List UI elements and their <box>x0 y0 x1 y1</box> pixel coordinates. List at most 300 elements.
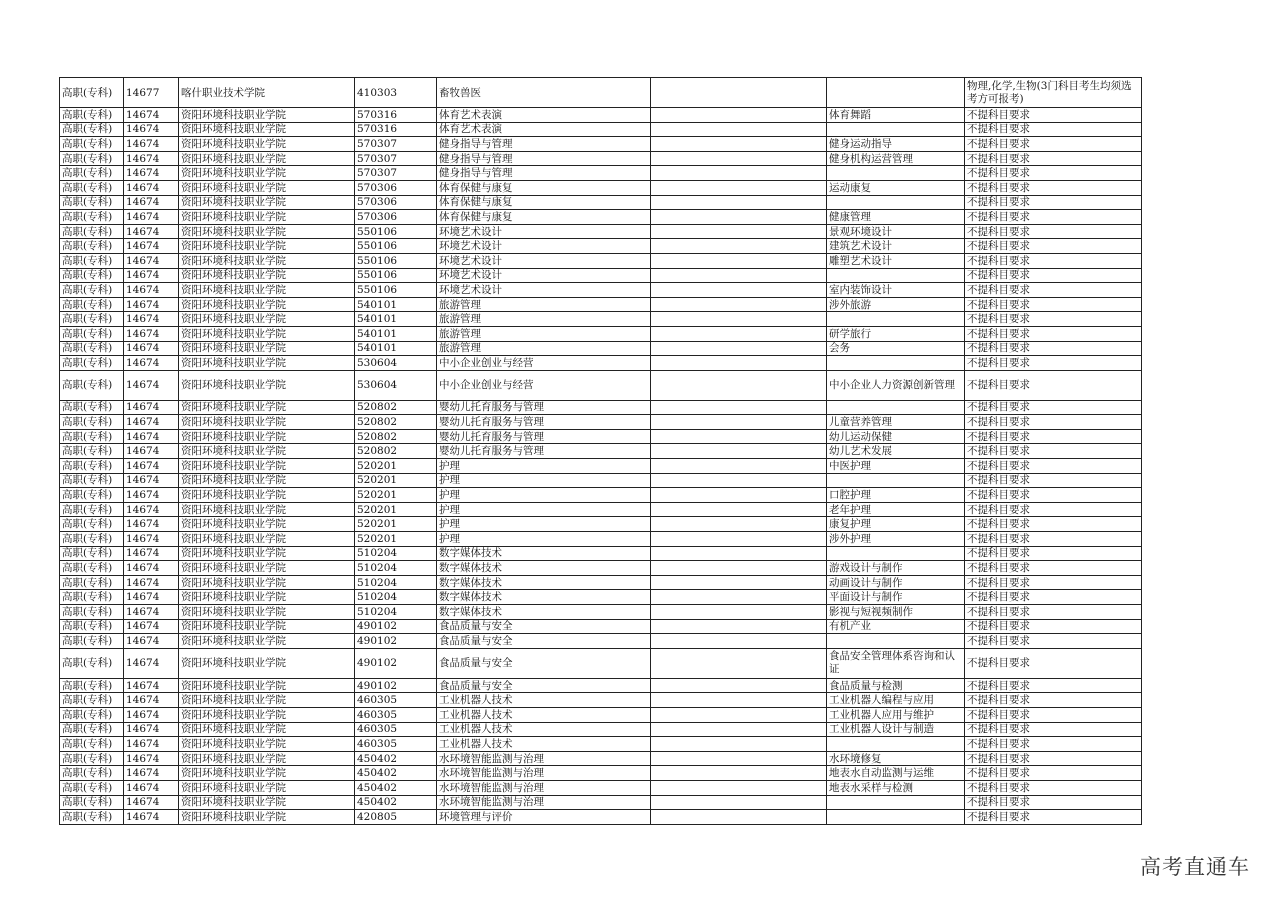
subject-requirement-cell: 不提科目要求 <box>965 693 1142 708</box>
level-cell: 高职(专科) <box>60 268 124 283</box>
blank-cell <box>651 444 827 459</box>
major-code-cell: 520201 <box>355 459 437 474</box>
major-code-cell: 410303 <box>355 78 437 108</box>
direction-cell: 地表水自动监测与运维 <box>827 766 965 781</box>
level-cell: 高职(专科) <box>60 502 124 517</box>
major-code-cell: 450402 <box>355 795 437 810</box>
table-row <box>60 326 1142 341</box>
table-row <box>60 737 1142 752</box>
major-code-cell: 510204 <box>355 575 437 590</box>
school-code-cell: 14674 <box>124 707 179 722</box>
major-code-cell: 450402 <box>355 780 437 795</box>
school-name-cell: 资阳环境科技职业学院 <box>179 766 355 781</box>
school-code-cell: 14674 <box>124 766 179 781</box>
school-name-cell: 资阳环境科技职业学院 <box>179 239 355 254</box>
subject-requirement-cell: 不提科目要求 <box>965 180 1142 195</box>
major-name-cell: 中小企业创业与经营 <box>437 370 651 400</box>
level-cell: 高职(专科) <box>60 473 124 488</box>
school-name-cell: 喀什职业技术学院 <box>179 78 355 108</box>
major-name-cell: 护理 <box>437 459 651 474</box>
major-code-cell: 550106 <box>355 268 437 283</box>
school-code-cell: 14674 <box>124 195 179 210</box>
school-name-cell: 资阳环境科技职业学院 <box>179 722 355 737</box>
school-code-cell: 14674 <box>124 459 179 474</box>
level-cell: 高职(专科) <box>60 459 124 474</box>
direction-cell <box>827 795 965 810</box>
level-cell: 高职(专科) <box>60 108 124 123</box>
blank-cell <box>651 326 827 341</box>
level-cell: 高职(专科) <box>60 122 124 137</box>
direction-cell: 工业机器人应用与维护 <box>827 707 965 722</box>
level-cell: 高职(专科) <box>60 239 124 254</box>
major-code-cell: 540101 <box>355 297 437 312</box>
level-cell: 高职(专科) <box>60 575 124 590</box>
blank-cell <box>651 561 827 576</box>
major-name-cell: 环境艺术设计 <box>437 268 651 283</box>
school-code-cell: 14674 <box>124 693 179 708</box>
direction-cell: 有机产业 <box>827 619 965 634</box>
direction-cell: 研学旅行 <box>827 326 965 341</box>
level-cell: 高职(专科) <box>60 283 124 298</box>
subject-requirement-cell: 不提科目要求 <box>965 605 1142 620</box>
table-row <box>60 283 1142 298</box>
table-row <box>60 151 1142 166</box>
subject-requirement-cell: 不提科目要求 <box>965 532 1142 547</box>
school-code-cell: 14674 <box>124 444 179 459</box>
direction-cell: 会务 <box>827 341 965 356</box>
major-name-cell: 健身指导与管理 <box>437 151 651 166</box>
blank-cell <box>651 678 827 693</box>
watermark-text: 高考直通车 <box>1140 855 1250 879</box>
subject-requirement-cell: 不提科目要求 <box>965 473 1142 488</box>
school-code-cell: 14674 <box>124 151 179 166</box>
blank-cell <box>651 137 827 152</box>
school-name-cell: 资阳环境科技职业学院 <box>179 751 355 766</box>
subject-requirement-cell: 不提科目要求 <box>965 224 1142 239</box>
table-row <box>60 459 1142 474</box>
table-row <box>60 766 1142 781</box>
subject-requirement-cell: 不提科目要求 <box>965 488 1142 503</box>
school-name-cell: 资阳环境科技职业学院 <box>179 561 355 576</box>
major-code-cell: 550106 <box>355 224 437 239</box>
school-code-cell: 14674 <box>124 648 179 678</box>
major-name-cell: 健身指导与管理 <box>437 137 651 152</box>
table-row <box>60 707 1142 722</box>
school-name-cell: 资阳环境科技职业学院 <box>179 605 355 620</box>
blank-cell <box>651 195 827 210</box>
blank-cell <box>651 415 827 430</box>
major-code-cell: 570307 <box>355 166 437 181</box>
school-code-cell: 14674 <box>124 180 179 195</box>
major-name-cell: 体育艺术表演 <box>437 108 651 123</box>
school-name-cell: 资阳环境科技职业学院 <box>179 488 355 503</box>
major-name-cell: 体育艺术表演 <box>437 122 651 137</box>
school-name-cell: 资阳环境科技职业学院 <box>179 283 355 298</box>
major-name-cell: 护理 <box>437 473 651 488</box>
school-name-cell: 资阳环境科技职业学院 <box>179 341 355 356</box>
blank-cell <box>651 400 827 415</box>
major-name-cell: 体育保健与康复 <box>437 210 651 225</box>
blank-cell <box>651 459 827 474</box>
subject-requirement-cell: 不提科目要求 <box>965 239 1142 254</box>
direction-cell: 建筑艺术设计 <box>827 239 965 254</box>
table-row <box>60 180 1142 195</box>
major-name-cell: 环境艺术设计 <box>437 283 651 298</box>
blank-cell <box>651 78 827 108</box>
table-row <box>60 195 1142 210</box>
blank-cell <box>651 239 827 254</box>
school-name-cell: 资阳环境科技职业学院 <box>179 795 355 810</box>
subject-requirement-cell: 不提科目要求 <box>965 429 1142 444</box>
major-code-cell: 450402 <box>355 766 437 781</box>
school-name-cell: 资阳环境科技职业学院 <box>179 502 355 517</box>
blank-cell <box>651 488 827 503</box>
blank-cell <box>651 722 827 737</box>
table-row <box>60 253 1142 268</box>
direction-cell <box>827 195 965 210</box>
subject-requirement-cell: 不提科目要求 <box>965 444 1142 459</box>
table-row <box>60 678 1142 693</box>
school-code-cell: 14674 <box>124 297 179 312</box>
major-name-cell: 数字媒体技术 <box>437 546 651 561</box>
table-row <box>60 370 1142 400</box>
major-code-cell: 490102 <box>355 678 437 693</box>
table-row <box>60 122 1142 137</box>
major-code-cell: 490102 <box>355 648 437 678</box>
direction-cell: 口腔护理 <box>827 488 965 503</box>
school-code-cell: 14674 <box>124 210 179 225</box>
major-code-cell: 520802 <box>355 400 437 415</box>
subject-requirement-cell: 物理,化学,生物(3门科目考生均须选考方可报考) <box>965 78 1142 108</box>
school-name-cell: 资阳环境科技职业学院 <box>179 459 355 474</box>
table-row <box>60 561 1142 576</box>
major-code-cell: 530604 <box>355 370 437 400</box>
direction-cell <box>827 312 965 327</box>
table-row <box>60 239 1142 254</box>
major-name-cell: 水环境智能监测与治理 <box>437 795 651 810</box>
major-name-cell: 工业机器人技术 <box>437 722 651 737</box>
direction-cell: 中医护理 <box>827 459 965 474</box>
blank-cell <box>651 707 827 722</box>
table-row <box>60 400 1142 415</box>
table-body <box>60 78 1142 825</box>
major-code-cell: 520802 <box>355 429 437 444</box>
school-code-cell: 14674 <box>124 561 179 576</box>
subject-requirement-cell: 不提科目要求 <box>965 356 1142 371</box>
subject-requirement-cell: 不提科目要求 <box>965 634 1142 649</box>
major-code-cell: 510204 <box>355 590 437 605</box>
subject-requirement-cell: 不提科目要求 <box>965 370 1142 400</box>
major-code-cell: 520201 <box>355 532 437 547</box>
admission-table <box>59 77 1142 825</box>
school-name-cell: 资阳环境科技职业学院 <box>179 780 355 795</box>
school-code-cell: 14674 <box>124 356 179 371</box>
table-row <box>60 268 1142 283</box>
school-code-cell: 14674 <box>124 268 179 283</box>
level-cell: 高职(专科) <box>60 429 124 444</box>
level-cell: 高职(专科) <box>60 751 124 766</box>
level-cell: 高职(专科) <box>60 180 124 195</box>
level-cell: 高职(专科) <box>60 795 124 810</box>
table-row <box>60 810 1142 825</box>
subject-requirement-cell: 不提科目要求 <box>965 210 1142 225</box>
major-name-cell: 体育保健与康复 <box>437 195 651 210</box>
school-name-cell: 资阳环境科技职业学院 <box>179 473 355 488</box>
level-cell: 高职(专科) <box>60 722 124 737</box>
school-name-cell: 资阳环境科技职业学院 <box>179 737 355 752</box>
subject-requirement-cell: 不提科目要求 <box>965 810 1142 825</box>
subject-requirement-cell: 不提科目要求 <box>965 590 1142 605</box>
major-name-cell: 旅游管理 <box>437 297 651 312</box>
direction-cell: 景观环境设计 <box>827 224 965 239</box>
school-name-cell: 资阳环境科技职业学院 <box>179 356 355 371</box>
major-code-cell: 540101 <box>355 326 437 341</box>
level-cell: 高职(专科) <box>60 224 124 239</box>
school-code-cell: 14674 <box>124 517 179 532</box>
school-code-cell: 14674 <box>124 532 179 547</box>
blank-cell <box>651 341 827 356</box>
level-cell: 高职(专科) <box>60 532 124 547</box>
blank-cell <box>651 619 827 634</box>
major-name-cell: 旅游管理 <box>437 326 651 341</box>
blank-cell <box>651 224 827 239</box>
level-cell: 高职(专科) <box>60 605 124 620</box>
blank-cell <box>651 810 827 825</box>
direction-cell: 康复护理 <box>827 517 965 532</box>
level-cell: 高职(专科) <box>60 195 124 210</box>
subject-requirement-cell: 不提科目要求 <box>965 108 1142 123</box>
level-cell: 高职(专科) <box>60 766 124 781</box>
direction-cell <box>827 546 965 561</box>
major-code-cell: 570306 <box>355 180 437 195</box>
school-code-cell: 14674 <box>124 137 179 152</box>
level-cell: 高职(专科) <box>60 297 124 312</box>
table-row <box>60 297 1142 312</box>
major-code-cell: 490102 <box>355 619 437 634</box>
table-row <box>60 751 1142 766</box>
blank-cell <box>651 268 827 283</box>
table-row <box>60 532 1142 547</box>
major-code-cell: 520802 <box>355 415 437 430</box>
direction-cell <box>827 473 965 488</box>
table-row <box>60 634 1142 649</box>
blank-cell <box>651 780 827 795</box>
table-row <box>60 415 1142 430</box>
major-name-cell: 水环境智能监测与治理 <box>437 780 651 795</box>
direction-cell: 影视与短视频制作 <box>827 605 965 620</box>
direction-cell: 工业机器人设计与制造 <box>827 722 965 737</box>
school-name-cell: 资阳环境科技职业学院 <box>179 180 355 195</box>
level-cell: 高职(专科) <box>60 400 124 415</box>
school-name-cell: 资阳环境科技职业学院 <box>179 532 355 547</box>
major-code-cell: 450402 <box>355 751 437 766</box>
major-code-cell: 550106 <box>355 239 437 254</box>
subject-requirement-cell: 不提科目要求 <box>965 707 1142 722</box>
school-name-cell: 资阳环境科技职业学院 <box>179 210 355 225</box>
school-name-cell: 资阳环境科技职业学院 <box>179 268 355 283</box>
major-name-cell: 工业机器人技术 <box>437 737 651 752</box>
major-name-cell: 数字媒体技术 <box>437 605 651 620</box>
direction-cell <box>827 78 965 108</box>
blank-cell <box>651 283 827 298</box>
blank-cell <box>651 693 827 708</box>
school-name-cell: 资阳环境科技职业学院 <box>179 444 355 459</box>
blank-cell <box>651 502 827 517</box>
major-name-cell: 婴幼儿托育服务与管理 <box>437 444 651 459</box>
major-code-cell: 460305 <box>355 722 437 737</box>
direction-cell: 幼儿运动保健 <box>827 429 965 444</box>
major-name-cell: 旅游管理 <box>437 341 651 356</box>
blank-cell <box>651 108 827 123</box>
level-cell: 高职(专科) <box>60 444 124 459</box>
level-cell: 高职(专科) <box>60 356 124 371</box>
blank-cell <box>651 210 827 225</box>
blank-cell <box>651 751 827 766</box>
table-row <box>60 224 1142 239</box>
major-name-cell: 畜牧兽医 <box>437 78 651 108</box>
direction-cell: 健身运动指导 <box>827 137 965 152</box>
level-cell: 高职(专科) <box>60 326 124 341</box>
school-name-cell: 资阳环境科技职业学院 <box>179 678 355 693</box>
blank-cell <box>651 429 827 444</box>
school-name-cell: 资阳环境科技职业学院 <box>179 590 355 605</box>
blank-cell <box>651 605 827 620</box>
table-row <box>60 693 1142 708</box>
direction-cell <box>827 166 965 181</box>
level-cell: 高职(专科) <box>60 415 124 430</box>
major-name-cell: 环境艺术设计 <box>437 224 651 239</box>
major-name-cell: 旅游管理 <box>437 312 651 327</box>
subject-requirement-cell: 不提科目要求 <box>965 619 1142 634</box>
subject-requirement-cell: 不提科目要求 <box>965 517 1142 532</box>
school-code-cell: 14674 <box>124 239 179 254</box>
school-name-cell: 资阳环境科技职业学院 <box>179 224 355 239</box>
school-code-cell: 14674 <box>124 122 179 137</box>
level-cell: 高职(专科) <box>60 737 124 752</box>
major-code-cell: 490102 <box>355 634 437 649</box>
blank-cell <box>651 151 827 166</box>
blank-cell <box>651 166 827 181</box>
level-cell: 高职(专科) <box>60 546 124 561</box>
direction-cell: 运动康复 <box>827 180 965 195</box>
direction-cell <box>827 634 965 649</box>
level-cell: 高职(专科) <box>60 341 124 356</box>
major-code-cell: 460305 <box>355 737 437 752</box>
direction-cell: 健身机构运营管理 <box>827 151 965 166</box>
subject-requirement-cell: 不提科目要求 <box>965 326 1142 341</box>
subject-requirement-cell: 不提科目要求 <box>965 678 1142 693</box>
subject-requirement-cell: 不提科目要求 <box>965 166 1142 181</box>
direction-cell <box>827 400 965 415</box>
direction-cell: 食品质量与检测 <box>827 678 965 693</box>
major-code-cell: 520201 <box>355 473 437 488</box>
school-name-cell: 资阳环境科技职业学院 <box>179 370 355 400</box>
major-name-cell: 护理 <box>437 517 651 532</box>
school-code-cell: 14674 <box>124 722 179 737</box>
school-code-cell: 14674 <box>124 575 179 590</box>
table-row <box>60 590 1142 605</box>
table-row <box>60 780 1142 795</box>
school-name-cell: 资阳环境科技职业学院 <box>179 517 355 532</box>
school-code-cell: 14674 <box>124 224 179 239</box>
blank-cell <box>651 473 827 488</box>
school-code-cell: 14674 <box>124 634 179 649</box>
level-cell: 高职(专科) <box>60 707 124 722</box>
subject-requirement-cell: 不提科目要求 <box>965 561 1142 576</box>
table-row <box>60 502 1142 517</box>
level-cell: 高职(专科) <box>60 370 124 400</box>
school-name-cell: 资阳环境科技职业学院 <box>179 429 355 444</box>
major-code-cell: 550106 <box>355 253 437 268</box>
major-code-cell: 460305 <box>355 707 437 722</box>
direction-cell: 中小企业人力资源创新管理 <box>827 370 965 400</box>
major-name-cell: 环境艺术设计 <box>437 239 651 254</box>
level-cell: 高职(专科) <box>60 151 124 166</box>
school-name-cell: 资阳环境科技职业学院 <box>179 810 355 825</box>
school-code-cell: 14674 <box>124 488 179 503</box>
blank-cell <box>651 356 827 371</box>
major-name-cell: 数字媒体技术 <box>437 590 651 605</box>
major-name-cell: 中小企业创业与经营 <box>437 356 651 371</box>
direction-cell: 室内装饰设计 <box>827 283 965 298</box>
subject-requirement-cell: 不提科目要求 <box>965 795 1142 810</box>
level-cell: 高职(专科) <box>60 561 124 576</box>
direction-cell: 工业机器人编程与应用 <box>827 693 965 708</box>
blank-cell <box>651 737 827 752</box>
table-row <box>60 137 1142 152</box>
school-name-cell: 资阳环境科技职业学院 <box>179 693 355 708</box>
subject-requirement-cell: 不提科目要求 <box>965 195 1142 210</box>
subject-requirement-cell: 不提科目要求 <box>965 151 1142 166</box>
school-code-cell: 14674 <box>124 429 179 444</box>
school-code-cell: 14674 <box>124 341 179 356</box>
school-name-cell: 资阳环境科技职业学院 <box>179 108 355 123</box>
major-code-cell: 570307 <box>355 137 437 152</box>
major-name-cell: 工业机器人技术 <box>437 707 651 722</box>
table-row <box>60 473 1142 488</box>
major-name-cell: 环境艺术设计 <box>437 253 651 268</box>
level-cell: 高职(专科) <box>60 488 124 503</box>
school-name-cell: 资阳环境科技职业学院 <box>179 312 355 327</box>
school-code-cell: 14674 <box>124 253 179 268</box>
major-code-cell: 570307 <box>355 151 437 166</box>
blank-cell <box>651 312 827 327</box>
table-row <box>60 341 1142 356</box>
major-name-cell: 数字媒体技术 <box>437 575 651 590</box>
major-name-cell: 健身指导与管理 <box>437 166 651 181</box>
school-name-cell: 资阳环境科技职业学院 <box>179 634 355 649</box>
school-name-cell: 资阳环境科技职业学院 <box>179 151 355 166</box>
subject-requirement-cell: 不提科目要求 <box>965 751 1142 766</box>
subject-requirement-cell: 不提科目要求 <box>965 546 1142 561</box>
major-code-cell: 520201 <box>355 502 437 517</box>
major-code-cell: 540101 <box>355 312 437 327</box>
direction-cell: 健康管理 <box>827 210 965 225</box>
direction-cell: 幼儿艺术发展 <box>827 444 965 459</box>
direction-cell: 水环境修复 <box>827 751 965 766</box>
major-code-cell: 550106 <box>355 283 437 298</box>
subject-requirement-cell: 不提科目要求 <box>965 341 1142 356</box>
major-code-cell: 570306 <box>355 210 437 225</box>
table-row <box>60 605 1142 620</box>
major-name-cell: 水环境智能监测与治理 <box>437 766 651 781</box>
level-cell: 高职(专科) <box>60 137 124 152</box>
school-code-cell: 14674 <box>124 502 179 517</box>
school-code-cell: 14674 <box>124 166 179 181</box>
level-cell: 高职(专科) <box>60 693 124 708</box>
direction-cell: 游戏设计与制作 <box>827 561 965 576</box>
school-code-cell: 14674 <box>124 312 179 327</box>
